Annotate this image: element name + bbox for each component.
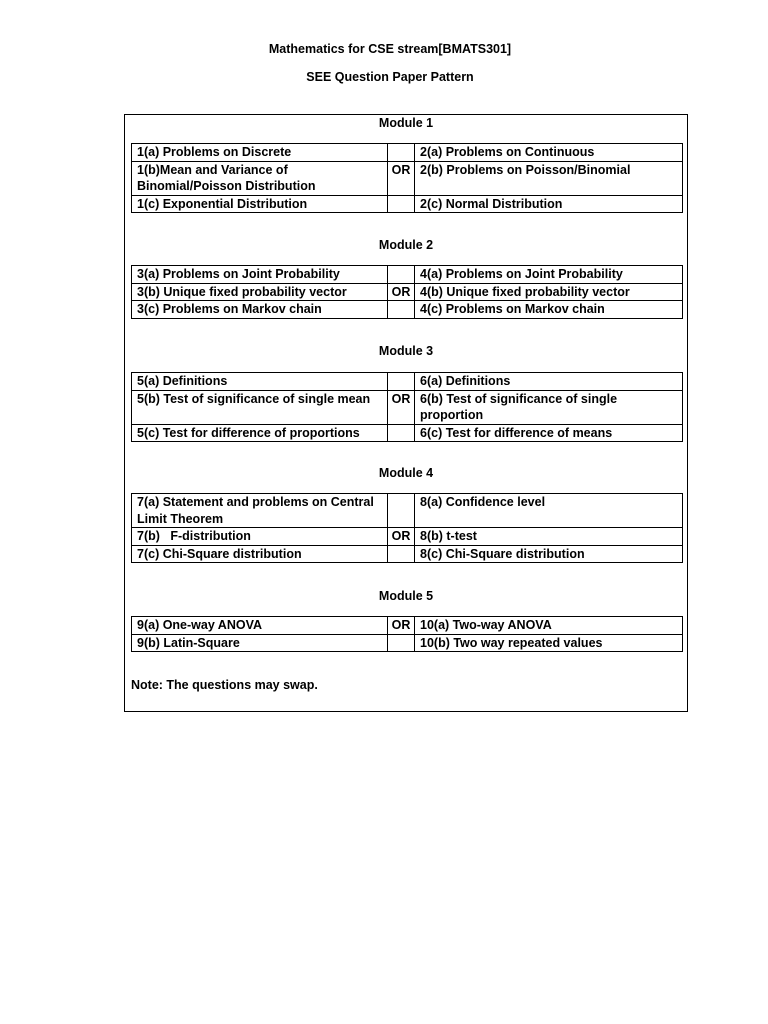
table-cell: 8(a) Confidence level [415, 494, 683, 528]
or-cell [388, 266, 415, 284]
table-cell: 6(b) Test of significance of single proportion [415, 390, 683, 424]
module-2-heading: Module 2 [378, 238, 434, 252]
or-cell [388, 301, 415, 319]
or-cell: OR [388, 390, 415, 424]
table-cell: 3(a) Problems on Joint Probability [132, 266, 388, 284]
or-cell: OR [388, 283, 415, 301]
table-cell: 7(b) F-distribution [132, 528, 388, 546]
or-cell: OR [388, 161, 415, 195]
module-3-heading: Module 3 [378, 344, 434, 358]
module-5-heading: Module 5 [378, 589, 434, 603]
table-cell: 1(c) Exponential Distribution [132, 195, 388, 213]
module-3-table [131, 372, 683, 442]
table-row [132, 195, 683, 213]
table-cell: 7(a) Statement and problems on Central Limit Theorem [132, 494, 388, 528]
table-row [132, 266, 683, 284]
table-cell: 9(b) Latin-Square [132, 634, 388, 652]
table-row [132, 373, 683, 391]
or-cell: OR [388, 528, 415, 546]
module-1-table [131, 143, 683, 213]
table-row [132, 545, 683, 563]
table-cell: 8(b) t-test [415, 528, 683, 546]
table-cell: 10(a) Two-way ANOVA [415, 617, 683, 635]
table-row [132, 528, 683, 546]
module-4-heading: Module 4 [378, 466, 434, 480]
or-cell [388, 144, 415, 162]
table-cell: 6(c) Test for difference of means [415, 424, 683, 442]
module-1-heading: Module 1 [378, 116, 434, 130]
table-cell: 2(b) Problems on Poisson/Binomial [415, 161, 683, 195]
table-cell: 4(a) Problems on Joint Probability [415, 266, 683, 284]
table-row [132, 634, 683, 652]
page-title: Mathematics for CSE stream[BMATS301] [268, 42, 512, 56]
table-cell: 6(a) Definitions [415, 373, 683, 391]
table-row [132, 283, 683, 301]
table-cell: 3(b) Unique fixed probability vector [132, 283, 388, 301]
table-cell: 7(c) Chi-Square distribution [132, 545, 388, 563]
or-cell [388, 545, 415, 563]
table-cell: 4(b) Unique fixed probability vector [415, 283, 683, 301]
table-cell: 9(a) One-way ANOVA [132, 617, 388, 635]
table-cell: 1(a) Problems on Discrete [132, 144, 388, 162]
module-5-table [131, 616, 683, 652]
table-row [132, 390, 683, 424]
or-cell [388, 494, 415, 528]
or-cell [388, 634, 415, 652]
module-2-table [131, 265, 683, 319]
page-subtitle: SEE Question Paper Pattern [306, 70, 474, 84]
table-cell: 5(c) Test for difference of proportions [132, 424, 388, 442]
table-cell: 8(c) Chi-Square distribution [415, 545, 683, 563]
table-cell: 2(c) Normal Distribution [415, 195, 683, 213]
table-cell: 5(a) Definitions [132, 373, 388, 391]
table-row [132, 301, 683, 319]
table-row [132, 424, 683, 442]
table-row [132, 144, 683, 162]
or-cell: OR [388, 617, 415, 635]
table-cell: 4(c) Problems on Markov chain [415, 301, 683, 319]
or-cell [388, 373, 415, 391]
table-row [132, 617, 683, 635]
table-cell: 2(a) Problems on Continuous [415, 144, 683, 162]
table-cell: 5(b) Test of significance of single mean [132, 390, 388, 424]
footnote: Note: The questions may swap. [131, 678, 318, 692]
table-cell: 1(b)Mean and Variance of Binomial/Poisson Distribution [132, 161, 388, 195]
or-cell [388, 424, 415, 442]
table-cell: 3(c) Problems on Markov chain [132, 301, 388, 319]
question-pattern-frame [124, 114, 688, 712]
table-row [132, 161, 683, 195]
or-cell [388, 195, 415, 213]
table-row [132, 494, 683, 528]
table-cell: 10(b) Two way repeated values [415, 634, 683, 652]
module-4-table [131, 493, 683, 563]
